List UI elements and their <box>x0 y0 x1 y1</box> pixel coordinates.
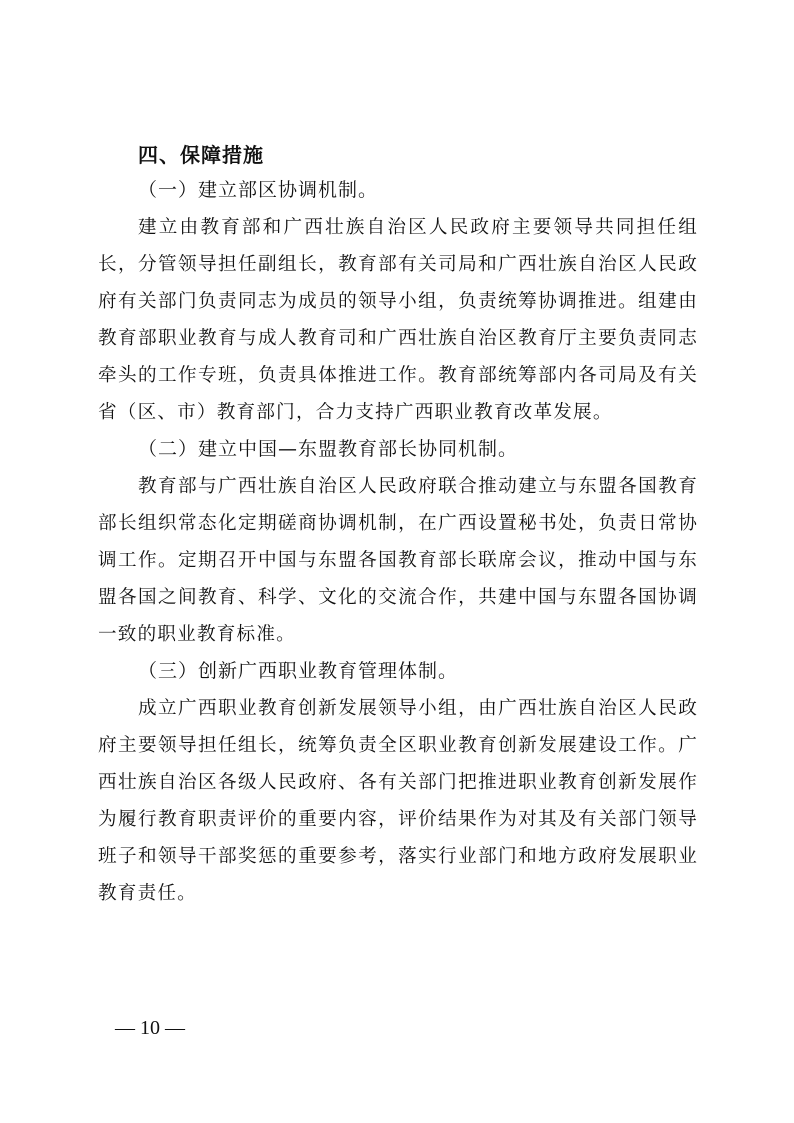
subsection-paragraph: 教育部与广西壮族自治区人民政府联合推动建立与东盟各国教育部长组织常态化定期磋商协调机制，在广西设置秘书处，负责日常协调工作。定期召开中国与东盟各国教育部长联席会议，推动中国与东盟各国之间教育、科学、文化的交流合作，共建中国与东盟各国协调一致的职业教育标准。 <box>98 476 698 645</box>
page-number: — 10 — <box>115 1017 185 1039</box>
subsection-heading: （一）建立部区协调机制。 <box>138 179 379 201</box>
subsection-3 <box>98 653 698 912</box>
subsection-paragraph: 建立由教育部和广西壮族自治区人民政府主要领导共同担任组长，分管领导担任副组长，教育部有关司局和广西壮族自治区人民政府有关部门负责同志为成员的领导小组，负责统筹协调推进。组建由教育部职业教育与成人教育司和广西壮族自治区教育厅主要负责同志牵头的工作专班，负责具体推进工作。教育部统筹部内各司局及有关省（区、市）教育部门，合力支持广西职业教育改革发展。 <box>98 217 698 423</box>
subsection-heading: （二）建立中国—东盟教育部长协同机制。 <box>138 438 519 460</box>
subsection-2 <box>98 431 698 653</box>
subsection-1 <box>98 172 698 431</box>
subsection-paragraph: 成立广西职业教育创新发展领导小组，由广西壮族自治区人民政府主要领导担任组长，统筹负责全区职业教育创新发展建设工作。广西壮族自治区各级人民政府、各有关部门把推进职业教育创新发展作为履行教育职责评价的重要内容，评价结果作为对其及有关部门领导班子和领导干部奖惩的重要参考，落实行业部门和地方政府发展职业教育责任。 <box>98 698 698 904</box>
subsection-heading: （三）创新广西职业教育管理体制。 <box>138 660 459 682</box>
section-title: 四、保障措施 <box>138 143 264 167</box>
document-body <box>98 138 698 912</box>
